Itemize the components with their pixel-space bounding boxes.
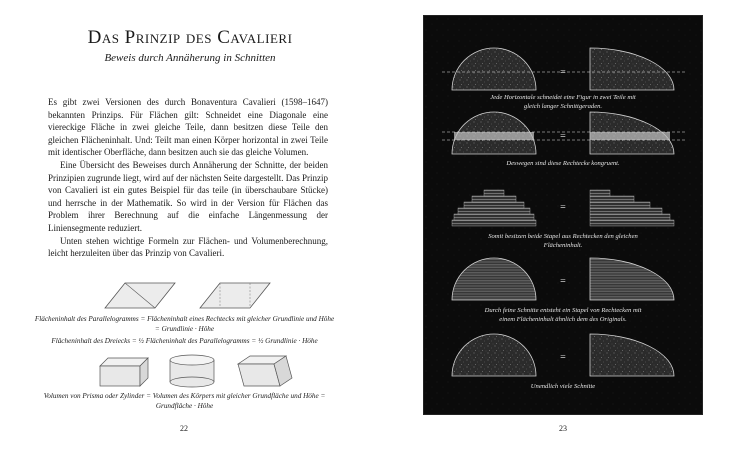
caption-triangle: Flächeninhalt des Dreiecks = ½ Flächeninhalt des Parallelogramms = ½ Grundlinie · Höhe <box>51 337 318 345</box>
equals-sign: = <box>560 67 566 78</box>
caption-equal-stacks: Somit besitzen beide Stapel aus Rechtecken den gleichen Flächeninhalt. <box>488 233 638 249</box>
caption-fine-slices: Durch feine Schnitte entsteht ein Stapel von Rechtecken mit einem Flächeninhalt ähnlich dem des Originals. <box>484 307 642 323</box>
cavalieri-illustration <box>424 16 702 414</box>
body-text <box>48 96 328 260</box>
rectangle-shape <box>200 283 270 308</box>
paragraph: Unten stehen wichtige Formeln zur Flächen- und Volumenberechnung, leicht herzuleiten über das Prinzip von Cavalieri. <box>48 235 328 259</box>
caption-parallelogram: Flächeninhalt des Parallelogramms = Flächeninhalt eines Rechtecks mit gleicher Grundlinie und Höhe = Grundlinie · Höhe <box>34 315 335 333</box>
caption-infinite-slices: Unendlich viele Schnitte <box>530 383 596 390</box>
caption-prism-cylinder: Volumen von Prisma oder Zylinder = Volumen des Körpers mit gleicher Grundfläche und Höhe = Grundfläche · Höhe <box>43 392 326 410</box>
right-page <box>375 0 750 449</box>
caption-congruent-rectangles: Deswegen sind diese Rechtecke kongruent. <box>506 160 620 167</box>
strip-rectangle <box>590 132 670 140</box>
caption-horizontal-cut: Jede Horizontale schneidet eine Figur in zwei Teile mit gleich langer Schnittgeraden. <box>490 94 636 110</box>
solids-figures <box>90 346 300 390</box>
page-title: Das Prinzip des Cavalieri <box>87 27 293 48</box>
strip-rectangle <box>454 132 534 140</box>
equals-sign: = <box>560 202 566 213</box>
page-number-right: 23 <box>559 424 567 433</box>
paragraph: Eine Übersicht des Beweises durch Annäherung der Schnitte, der beiden Prinzipien zugrunde liegt, wird auf der nächsten Seite dargestellt. Das Prinzip von Cavalieri ist ein gutes Beispiel für das teile (in überschaubare Stücke) und herrsche in der Mathematik. So wird in der Version für Flächen das Problem ihrer Berechnung auf die einfache Längenmessung der Liniensegmente reduziert. <box>48 159 328 233</box>
equals-sign: = <box>560 276 566 287</box>
equals-sign: = <box>560 352 566 363</box>
equals-sign: = <box>560 131 566 142</box>
parallelogram-figures <box>95 280 295 310</box>
cylinder-shape <box>170 355 214 387</box>
slanted-solid-shape <box>238 356 292 386</box>
page-number-left: 22 <box>180 424 188 433</box>
prism-shape <box>100 358 148 386</box>
paragraph: Es gibt zwei Versionen des durch Bonaventura Cavalieri (1598–1647) bekannten Prinzips. Für Flächen gilt: Schneidet eine Diagonale eine viereckige Fläche in zwei gleiche Teile, dann besitzen diese Teile den gleichen Flächeninhalt. Und: Teilt man einen Körper horizontal in zwei Teile mit identischer Oberfläche, dann besitzen auch sie das gleiche Volumen. <box>48 97 328 158</box>
cavalieri-illustration-panel <box>423 15 703 415</box>
page-subtitle: Beweis durch Annäherung in Schnitten <box>104 52 276 64</box>
